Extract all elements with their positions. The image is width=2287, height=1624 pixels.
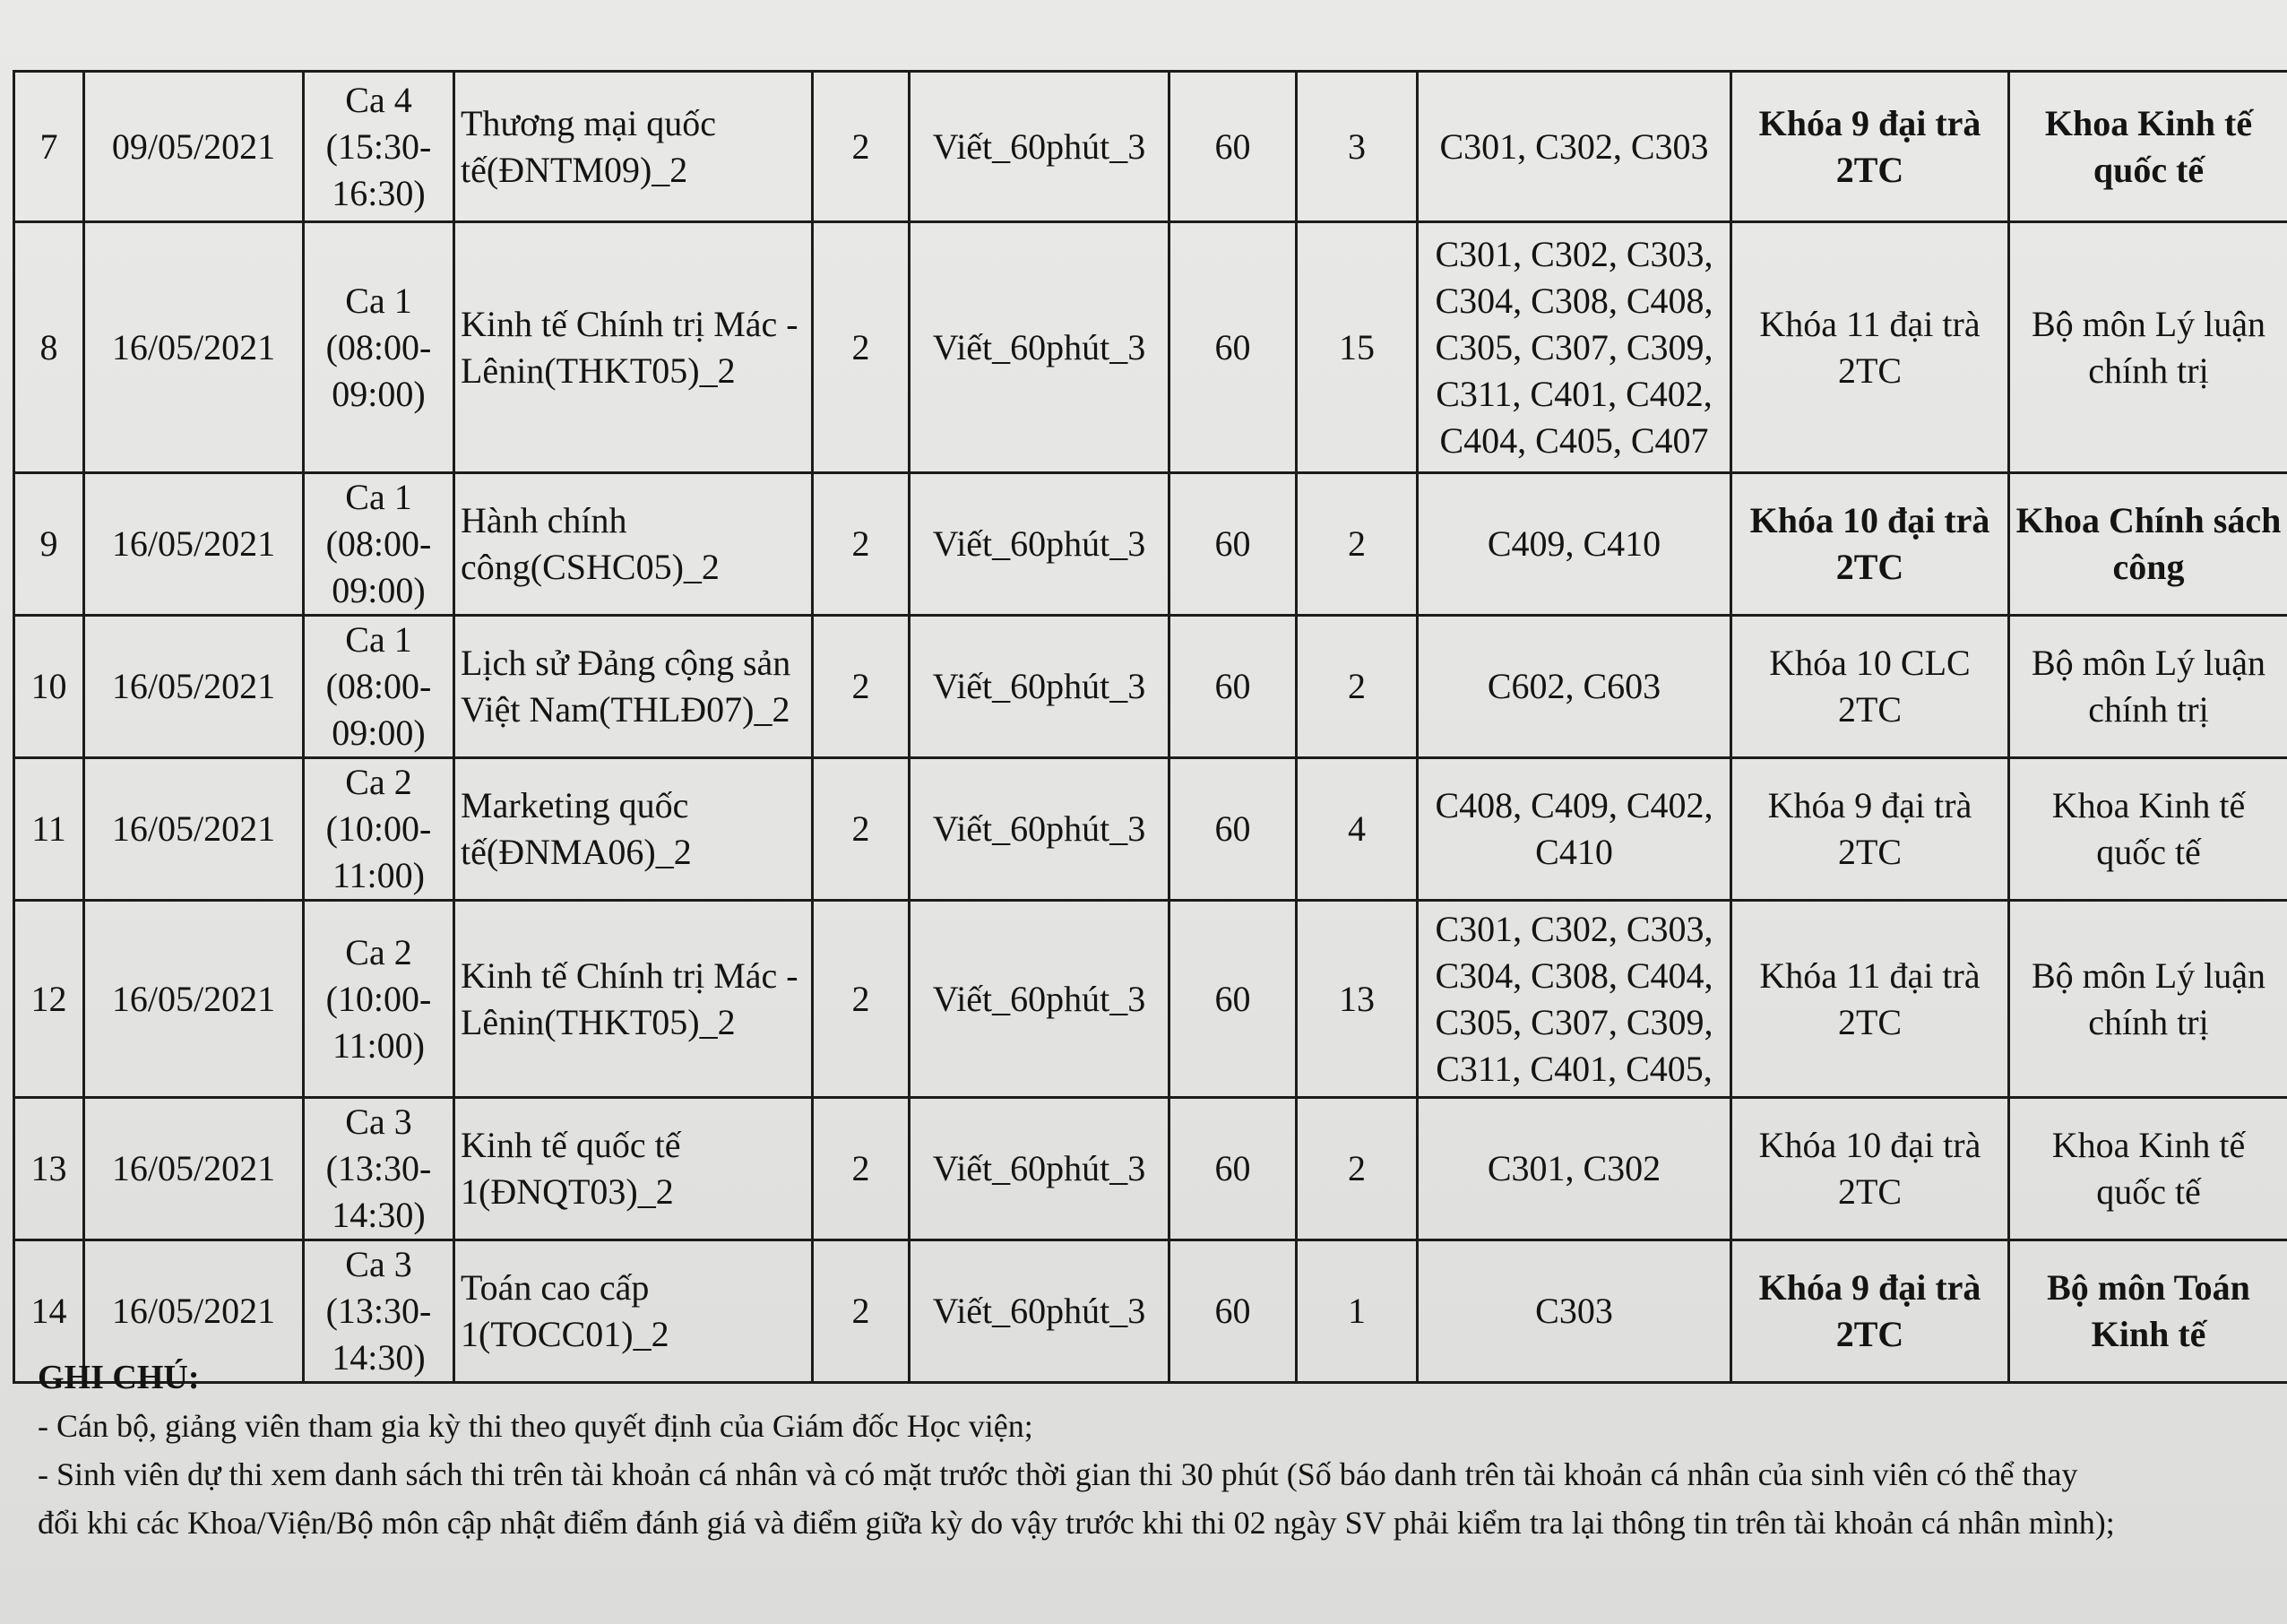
exam-shift: Ca 1 (08:00-09:00) [304, 222, 454, 473]
exam-date: 16/05/2021 [84, 616, 304, 758]
room-count: 2 [1297, 616, 1418, 758]
exam-shift: Ca 4 (15:30-16:30) [304, 72, 454, 222]
exam-shift: Ca 2 (10:00-11:00) [304, 758, 454, 901]
row-number: 10 [14, 616, 84, 758]
managing-department: Khoa Kinh tế quốc tế [2009, 1098, 2287, 1240]
exam-rooms: C602, C603 [1418, 616, 1731, 758]
room-count: 15 [1297, 222, 1418, 473]
exam-rooms: C301, C302, C303, C304, C308, C404, C305, C307, C309, C311, C401, C405, [1418, 901, 1731, 1098]
student-cohort: Khóa 10 đại trà 2TC [1731, 1098, 2009, 1240]
table-row [14, 616, 2287, 758]
table-row [14, 901, 2287, 1098]
student-cohort: Khóa 9 đại trà 2TC [1731, 72, 2009, 222]
exam-rooms: C301, C302, C303, C304, C308, C408, C305, C307, C309, C311, C401, C402, C404, C405, C407 [1418, 222, 1731, 473]
exam-shift: Ca 3 (13:30-14:30) [304, 1098, 454, 1240]
student-cohort: Khóa 9 đại trà 2TC [1731, 1240, 2009, 1383]
exam-duration: 60 [1169, 616, 1297, 758]
managing-department: Bộ môn Lý luận chính trị [2009, 901, 2287, 1098]
exam-schedule-table [13, 70, 2287, 1384]
exam-date: 09/05/2021 [84, 72, 304, 222]
student-cohort: Khóa 11 đại trà 2TC [1731, 901, 2009, 1098]
room-count: 2 [1297, 1098, 1418, 1240]
exam-duration: 60 [1169, 473, 1297, 616]
exam-rooms: C303 [1418, 1240, 1731, 1383]
exam-duration: 60 [1169, 222, 1297, 473]
subject-name: Kinh tế quốc tế 1(ĐNQT03)_2 [454, 1098, 813, 1240]
note-line: đổi khi các Khoa/Viện/Bộ môn cập nhật điểm đánh giá và điểm giữa kỳ do vậy trước khi thi 02 ngày SV phải kiểm tra lại thông tin trên tài khoản cá nhân mình); [38, 1505, 2115, 1541]
student-cohort: Khóa 11 đại trà 2TC [1731, 222, 2009, 473]
row-number: 8 [14, 222, 84, 473]
exam-duration: 60 [1169, 1240, 1297, 1383]
credits: 2 [813, 616, 910, 758]
exam-rooms: C408, C409, C402, C410 [1418, 758, 1731, 901]
subject-name: Hành chính công(CSHC05)_2 [454, 473, 813, 616]
exam-form: Viết_60phút_3 [910, 758, 1169, 901]
student-cohort: Khóa 9 đại trà 2TC [1731, 758, 2009, 901]
row-number: 9 [14, 473, 84, 616]
credits: 2 [813, 222, 910, 473]
table-row [14, 758, 2287, 901]
exam-rooms: C409, C410 [1418, 473, 1731, 616]
managing-department: Bộ môn Lý luận chính trị [2009, 222, 2287, 473]
subject-name: Kinh tế Chính trị Mác - Lênin(THKT05)_2 [454, 222, 813, 473]
exam-date: 16/05/2021 [84, 473, 304, 616]
exam-form: Viết_60phút_3 [910, 901, 1169, 1098]
exam-form: Viết_60phút_3 [910, 1240, 1169, 1383]
note-line: - Cán bộ, giảng viên tham gia kỳ thi theo quyết định của Giám đốc Học viện; [38, 1408, 1033, 1444]
managing-department: Khoa Kinh tế quốc tế [2009, 72, 2287, 222]
row-number: 12 [14, 901, 84, 1098]
room-count: 1 [1297, 1240, 1418, 1383]
exam-form: Viết_60phút_3 [910, 1098, 1169, 1240]
credits: 2 [813, 1098, 910, 1240]
credits: 2 [813, 72, 910, 222]
exam-shift: Ca 2 (10:00-11:00) [304, 901, 454, 1098]
exam-date: 16/05/2021 [84, 222, 304, 473]
exam-form: Viết_60phút_3 [910, 616, 1169, 758]
room-count: 3 [1297, 72, 1418, 222]
exam-form: Viết_60phút_3 [910, 72, 1169, 222]
subject-name: Kinh tế Chính trị Mác - Lênin(THKT05)_2 [454, 901, 813, 1098]
subject-name: Lịch sử Đảng cộng sản Việt Nam(THLĐ07)_2 [454, 616, 813, 758]
student-cohort: Khóa 10 CLC 2TC [1731, 616, 2009, 758]
exam-duration: 60 [1169, 758, 1297, 901]
managing-department: Khoa Chính sách công [2009, 473, 2287, 616]
exam-rooms: C301, C302, C303 [1418, 72, 1731, 222]
exam-shift: Ca 1 (08:00-09:00) [304, 616, 454, 758]
exam-shift: Ca 1 (08:00-09:00) [304, 473, 454, 616]
room-count: 4 [1297, 758, 1418, 901]
exam-duration: 60 [1169, 901, 1297, 1098]
exam-shift: Ca 3 (13:30-14:30) [304, 1240, 454, 1383]
table-row [14, 473, 2287, 616]
exam-date: 16/05/2021 [84, 758, 304, 901]
exam-form: Viết_60phút_3 [910, 473, 1169, 616]
table-row [14, 1098, 2287, 1240]
credits: 2 [813, 758, 910, 901]
managing-department: Khoa Kinh tế quốc tế [2009, 758, 2287, 901]
room-count: 2 [1297, 473, 1418, 616]
room-count: 13 [1297, 901, 1418, 1098]
student-cohort: Khóa 10 đại trà 2TC [1731, 473, 2009, 616]
managing-department: Bộ môn Lý luận chính trị [2009, 616, 2287, 758]
exam-duration: 60 [1169, 1098, 1297, 1240]
exam-rooms: C301, C302 [1418, 1098, 1731, 1240]
subject-name: Toán cao cấp 1(TOCC01)_2 [454, 1240, 813, 1383]
exam-form: Viết_60phút_3 [910, 222, 1169, 473]
exam-date: 16/05/2021 [84, 1098, 304, 1240]
credits: 2 [813, 473, 910, 616]
subject-name: Thương mại quốc tế(ĐNTM09)_2 [454, 72, 813, 222]
credits: 2 [813, 1240, 910, 1383]
row-number: 14 [14, 1240, 84, 1383]
exam-duration: 60 [1169, 72, 1297, 222]
row-number: 11 [14, 758, 84, 901]
notes-heading: GHI CHÚ: [38, 1359, 200, 1396]
exam-date: 16/05/2021 [84, 1240, 304, 1383]
subject-name: Marketing quốc tế(ĐNMA06)_2 [454, 758, 813, 901]
exam-date: 16/05/2021 [84, 901, 304, 1098]
managing-department: Bộ môn Toán Kinh tế [2009, 1240, 2287, 1383]
credits: 2 [813, 901, 910, 1098]
note-line: - Sinh viên dự thi xem danh sách thi trên tài khoản cá nhân và có mặt trước thời gian thi 30 phút (Số báo danh trên tài khoản cá nhân của sinh viên có thể thay [38, 1456, 2078, 1492]
notes-section [38, 1353, 2260, 1547]
row-number: 13 [14, 1098, 84, 1240]
table-row [14, 72, 2287, 222]
row-number: 7 [14, 72, 84, 222]
table-row [14, 222, 2287, 473]
